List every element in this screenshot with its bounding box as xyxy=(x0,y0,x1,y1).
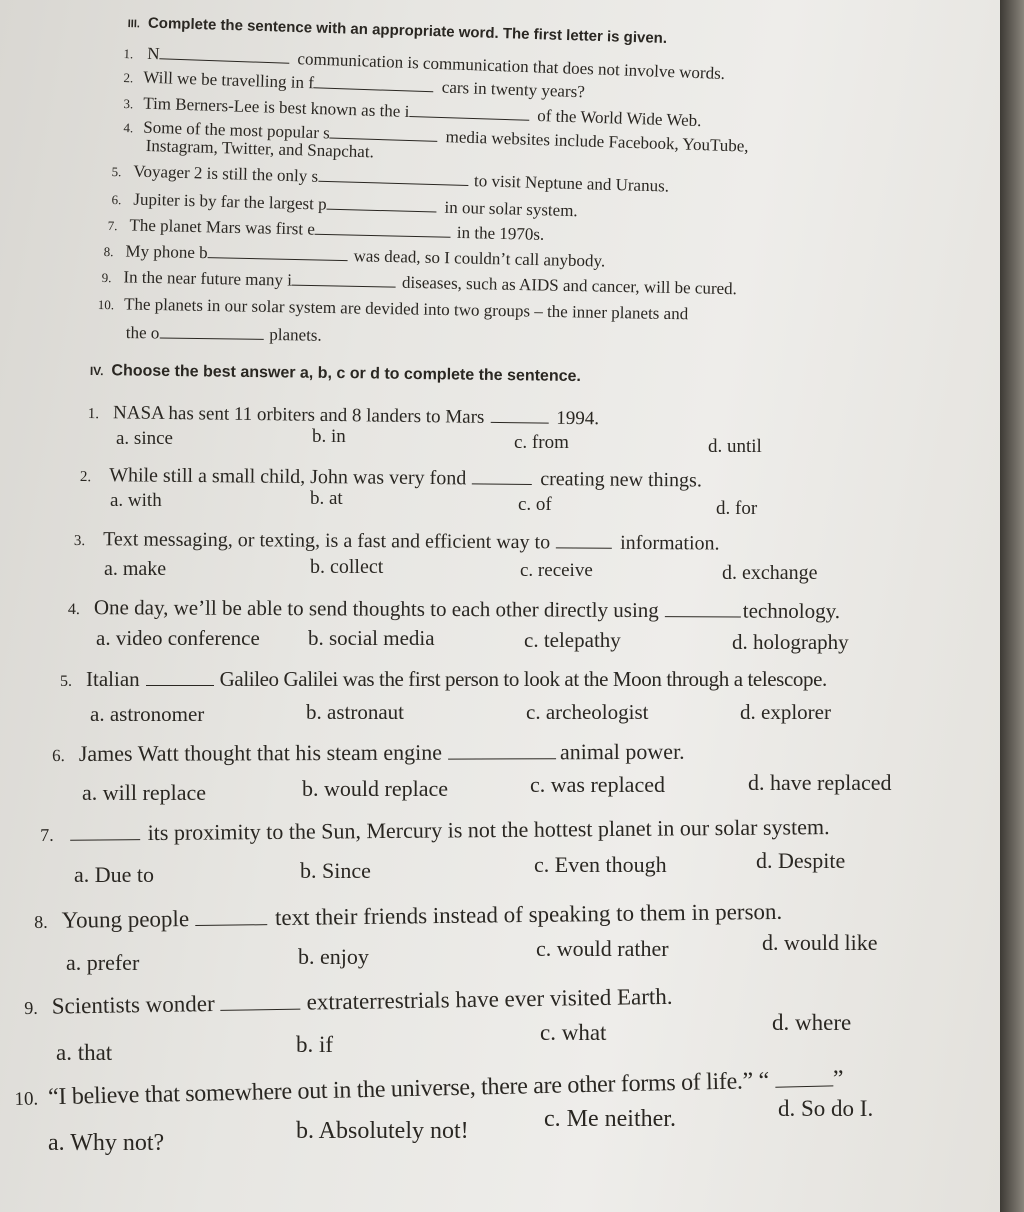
q9-stem: 9. Scientists wonder extraterrestrials have ever visited Earth. xyxy=(24,983,673,1019)
q6-option-b[interactable]: b. would replace xyxy=(302,776,448,801)
q10-option-c[interactable]: c. Me neither. xyxy=(544,1106,676,1132)
q1-stem: 1. NASA has sent 11 orbiters and 8 landers to Mars 1994. xyxy=(87,402,600,430)
q6-stem: 6. James Watt thought that his steam engine animal power. xyxy=(52,736,685,767)
q3-option-d[interactable]: d. exchange xyxy=(722,562,818,584)
q2-option-c[interactable]: c. of xyxy=(518,494,552,515)
q9-option-c[interactable]: c. what xyxy=(540,1020,607,1045)
q5-option-d[interactable]: d. explorer xyxy=(740,700,831,724)
table-edge xyxy=(1000,0,1024,1212)
q6-option-a[interactable]: a. will replace xyxy=(82,780,206,805)
q6-option-d[interactable]: d. have replaced xyxy=(748,770,892,795)
q4-option-a[interactable]: a. video conference xyxy=(96,626,260,650)
q7-option-b[interactable]: b. Since xyxy=(300,858,371,883)
q4-option-b[interactable]: b. social media xyxy=(308,626,435,650)
q3-stem: 3. Text messaging, or texting, is a fast and efficient way to information. xyxy=(73,528,720,555)
s3-item-5: 5. Voyager 2 is still the only s to visit Neptune and Uranus. xyxy=(111,161,670,196)
s3-item-2: 2. Will we be travelling in f cars in twenty years? xyxy=(123,67,586,102)
q9-option-a[interactable]: a. that xyxy=(56,1040,113,1065)
q3-option-c[interactable]: c. receive xyxy=(520,560,593,581)
q4-option-c[interactable]: c. telepathy xyxy=(524,628,621,652)
q10-option-a[interactable]: a. Why not? xyxy=(48,1130,165,1156)
q7-stem: 7. its proximity to the Sun, Mercury is not the hottest planet in our solar system. xyxy=(40,814,830,846)
q10-stem: 10. “I believe that somewhere out in the universe, there are other forms of life.” “ ” xyxy=(14,1061,844,1112)
q5-option-b[interactable]: b. astronaut xyxy=(306,700,404,724)
q10-option-b[interactable]: b. Absolutely not! xyxy=(296,1118,469,1144)
s3-item-9: 9. In the near future many i diseases, such as AIDS and cancer, will be cured. xyxy=(101,267,738,299)
q7-option-c[interactable]: c. Even though xyxy=(534,852,667,877)
q5-option-a[interactable]: a. astronomer xyxy=(90,702,205,726)
s3-item-10-cont: the o planets. xyxy=(126,320,322,346)
s3-item-10: 10. The planets in our solar system are devided into two groups – the inner planets and xyxy=(97,294,689,324)
s3-item-7: 7. The planet Mars was first e in the 1970s. xyxy=(107,215,545,244)
q1-option-b[interactable]: b. in xyxy=(312,426,346,447)
q1-option-d[interactable]: d. until xyxy=(708,436,762,457)
q3-option-a[interactable]: a. make xyxy=(104,558,167,580)
q5-stem: 5. Italian Galileo Galilei was the first person to look at the Moon through a telescope. xyxy=(60,664,827,692)
s3-item-1: 1. N communication is communication that does not involve words. xyxy=(123,40,725,84)
q4-option-d[interactable]: d. holography xyxy=(732,630,849,654)
q2-stem: 2. While still a small child, John was very fond creating new things. xyxy=(79,464,702,492)
q8-option-b[interactable]: b. enjoy xyxy=(298,944,369,969)
q4-stem: 4. One day, we’ll be able to send thoughts to each other directly using technology. xyxy=(67,595,841,624)
q8-option-a[interactable]: a. prefer xyxy=(66,950,140,975)
q5-option-c[interactable]: c. archeologist xyxy=(526,700,649,724)
q3-option-b[interactable]: b. collect xyxy=(310,556,384,578)
q9-option-b[interactable]: b. if xyxy=(296,1032,334,1057)
q7-option-a[interactable]: a. Due to xyxy=(74,862,155,887)
q1-option-c[interactable]: c. from xyxy=(514,432,569,453)
q8-option-d[interactable]: d. would like xyxy=(762,930,878,955)
s3-item-4-cont: Instagram, Twitter, and Snapchat. xyxy=(145,136,375,162)
s3-item-8: 8. My phone b was dead, so I couldn’t call anybody. xyxy=(103,241,606,271)
section-4-heading: IV. Choose the best answer a, b, c or d to complete the sentence. xyxy=(89,362,581,385)
q9-option-d[interactable]: d. where xyxy=(772,1010,852,1035)
section-3-heading: III. Complete the sentence with an appropriate word. The first letter is given. xyxy=(127,14,668,47)
q8-option-c[interactable]: c. would rather xyxy=(536,936,669,961)
q8-stem: 8. Young people text their friends instead of speaking to them in person. xyxy=(34,898,783,933)
q2-option-a[interactable]: a. with xyxy=(110,490,162,511)
q6-option-c[interactable]: c. was replaced xyxy=(530,772,665,797)
s3-item-4: 4. Some of the most popular s media websites include Facebook, YouTube, xyxy=(123,117,749,156)
s3-item-6: 6. Jupiter is by far the largest p in our solar system. xyxy=(111,189,578,221)
q7-option-d[interactable]: d. Despite xyxy=(756,848,846,873)
q2-option-d[interactable]: d. for xyxy=(716,498,758,519)
q2-option-b[interactable]: b. at xyxy=(310,488,343,509)
q1-option-a[interactable]: a. since xyxy=(116,428,173,449)
q10-option-d[interactable]: d. So do I. xyxy=(778,1096,874,1121)
s3-item-3: 3. Tim Berners-Lee is best known as the i of the World Wide Web. xyxy=(123,93,702,131)
